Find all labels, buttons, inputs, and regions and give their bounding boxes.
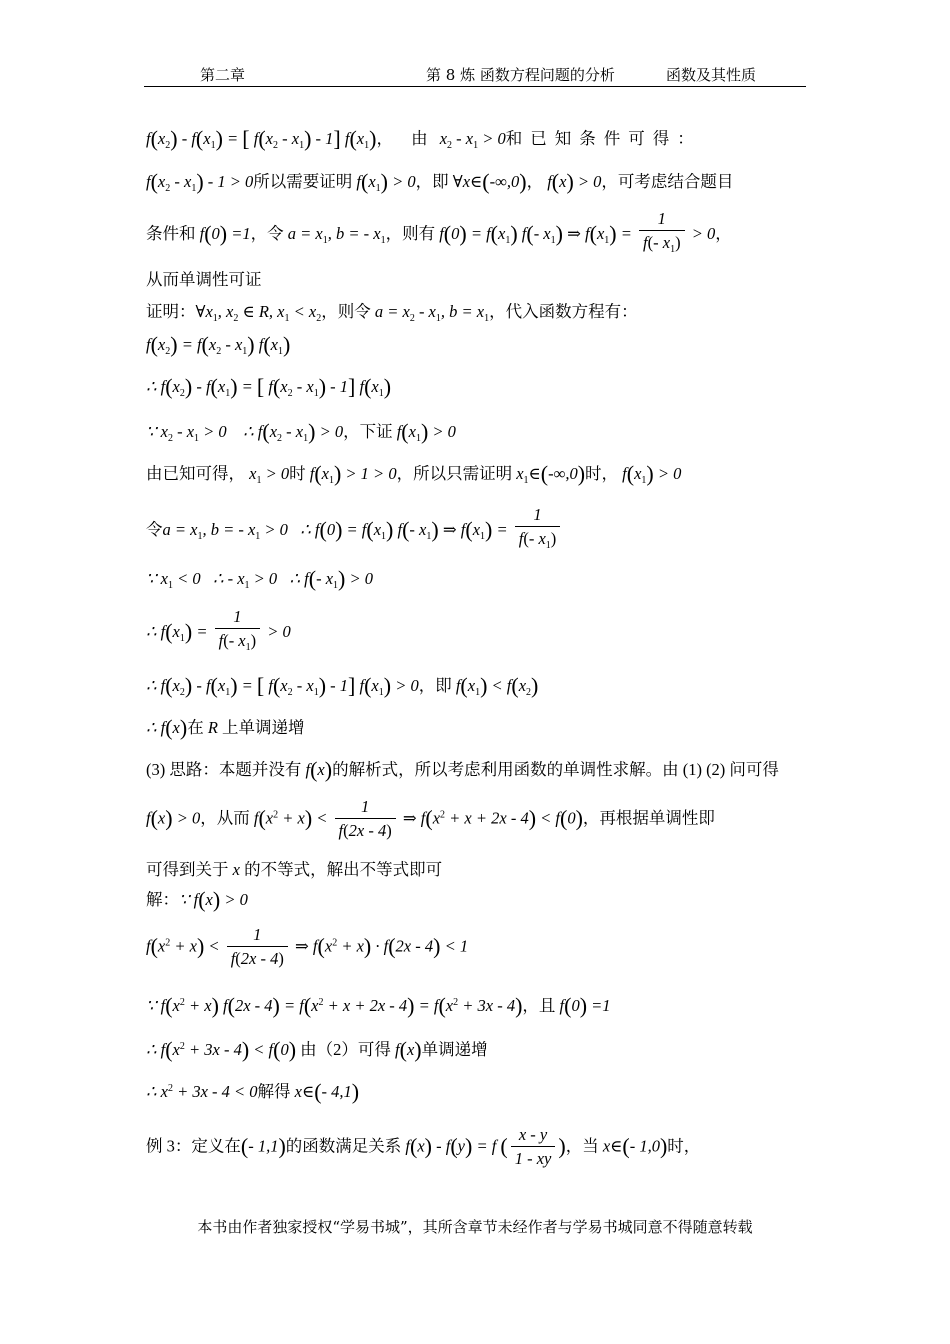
text: ，即 [418,676,452,695]
text: ， [376,129,393,148]
text: 时， [667,1136,701,1156]
text: 解： [146,890,179,909]
text: (3) 思路：本题并没有 [146,760,302,779]
text: 单调递增 [421,1040,488,1059]
text-line-23: 例 3：定义在(- 1,1)的函数满足关系 f(x) - f(y) = f ( $\frac{x - y}{1 - xy}$ )，当 x∈(- 1,0)时， [146,1125,701,1168]
text: 令 [146,519,163,539]
text-line-18: 解：∵ f(x) > 0 [146,887,248,912]
text: ，从而 [200,808,250,828]
chapter-label: 第二章 [200,66,246,84]
text-line-11: ∵ $x_1 < 0$ ∴ - $x_1 > 0$ ∴ f(- $x_1) > 0$ [146,566,373,591]
text: ，令 [250,223,284,243]
text: 例 3：定义在 [146,1136,241,1156]
text: ，下证 [343,422,393,441]
text-line-4: 从而单调性可证 [146,270,262,289]
text: ，则令 [321,302,371,321]
text: 时， [585,464,619,483]
text-line-15: (3) 思路：本题并没有 f(x)的解析式，所以考虑利用函数的单调性求解。由 (1) (2) 问可得 [146,757,779,782]
topic-label: 函数及其性质 [666,66,757,84]
text: 条件和 [146,223,196,243]
text: ， [715,223,732,243]
text-line-1: $f(x_2) - f(x_1)$ = [ $f(x_2 - x_1) - 1$] $f(x_1)$， 由 $x_2 - x_1 > 0$和已知条件可得： [146,126,702,151]
text: ，所以只需证明 [396,464,513,483]
text: 由 [411,129,436,148]
page-header [144,62,806,87]
text: 的不等式，解出不等式即可 [244,860,443,879]
text-line-20: ∵ $f(x^2 + x)$ $f(2x - 4) = f(x^2 + x + 2x - 4) = f(x^2 + 3x - 4)$，且 f(0) =1 [146,993,611,1018]
text: 证明： [146,302,196,321]
text-line-9: 由已知可得， $x_1 > 0$时 $f(x_1) > 1 > 0$，所以只需证明 $x_1\in(-\infty,0)$时， $f(x_1) > 0$ [146,461,682,486]
text-line-3: 条件和 f(0) =1，令 $a = x_1$, b = - $x_1$，则有 $f(0) = f(x_1)$ f(- $x_1$) ⇒ $f(x_1)$ = $\frac{1}{f(- x_1)}$ > 0， [146,209,732,255]
text-line-10: 令$a = x_1$, b = - $x_1 > 0$ ∴ $f(0) = f(x_1)$ f(- $x_1$) ⇒ $f(x_1)$ = $\frac{1}{f(- x_1)}$ [146,504,810,558]
text: 可得到关于 [146,860,229,879]
text: ，再根据单调性即 [582,808,715,828]
text-line-19: $f(x^2 + x)$ < $\frac{1}{f(2x - 4)}$ ⇒ $f(x^2 + x) \cdot f(2x - 4) < 1$ [146,925,469,968]
text: 上单调递增 [222,718,305,737]
text-line-7: ∴ $f(x_2) - f(x_1)$ = [ $f(x_2 - x_1) - 1$] $f(x_1)$ [146,374,392,399]
text: 时 [289,464,306,483]
text: 的函数满足关系 [285,1136,402,1156]
text-line-6: $f(x_2) = f(x_2 - x_1)$ $f(x_1)$ [146,332,291,357]
text: ，代入函数方程有： [489,302,638,321]
text-line-22: ∴ $x^2 + 3x - 4 < 0$解得 x∈(- 4,1) [146,1079,360,1104]
section-title: 第 8 炼 函数方程问题的分析 [426,66,615,84]
text: ，则有 [385,223,436,243]
text: ， [526,172,544,191]
text: 所以需要证明 [253,172,353,191]
text-line-16: f(x) > 0，从而 $f(x^2 + x)$ < $\frac{1}{f(2x - 4)}$ ⇒ $f(x^2 + x + 2x - 4) < f(0)$，再根据单调性即 [146,797,715,840]
text: 和已知条件可得： [505,129,702,148]
text-line-14: ∴ f(x)在 R 上单调递增 [146,715,305,740]
text: 由（2）可得 [300,1040,391,1059]
text: ，且 [522,996,556,1015]
text-line-8: ∵ $x_2 - x_1 > 0$ ∴ $f(x_2 - x_1) > 0$，下证 $f(x_1) > 0$ [146,419,456,444]
text: ，当 [565,1136,599,1156]
text-line-17: 可得到关于 x 的不等式，解出不等式即可 [146,860,443,879]
page-footer: 本书由作者独家授权“学易书城”，其所含章节未经作者与学易书城同意不得随意转载 [197,1218,753,1236]
text: ，即 [415,172,449,191]
text: 的解析式，所以考虑利用函数的单调性求解。由 (1) (2) 问可得 [332,760,779,779]
text-line-21: ∴ $f(x^2 + 3x - 4) < f(0)$ 由（2）可得 f(x)单调递增 [146,1037,488,1062]
text: 由已知可得， [146,464,245,483]
text-line-12: ∴ $f(x_1)$ = $\frac{1}{f(- x_1)}$ > 0 [146,607,291,653]
text-line-5: 证明：$\forall x_1$, $x_2$ ∈ R, $x_1 < x_2$，则令 $a = x_2 - x_1$, $b = x_1$，代入函数方程有： [146,302,638,324]
text: 在 [187,718,204,737]
text-line-13: ∴ $f(x_2) - f(x_1)$ = [ $f(x_2 - x_1) - 1$] $f(x_1) > 0$，即 $f(x_1) < f(x_2)$ [146,673,539,698]
text: 解得 [257,1082,291,1101]
text: ，可考虑结合题目 [601,172,734,191]
text-line-2: $f(x_2 - x_1) - 1 > 0$所以需要证明 $f(x_1) > 0$，即 ∀x∈(-∞,0)， f(x) > 0，可考虑结合题目 [146,169,734,194]
